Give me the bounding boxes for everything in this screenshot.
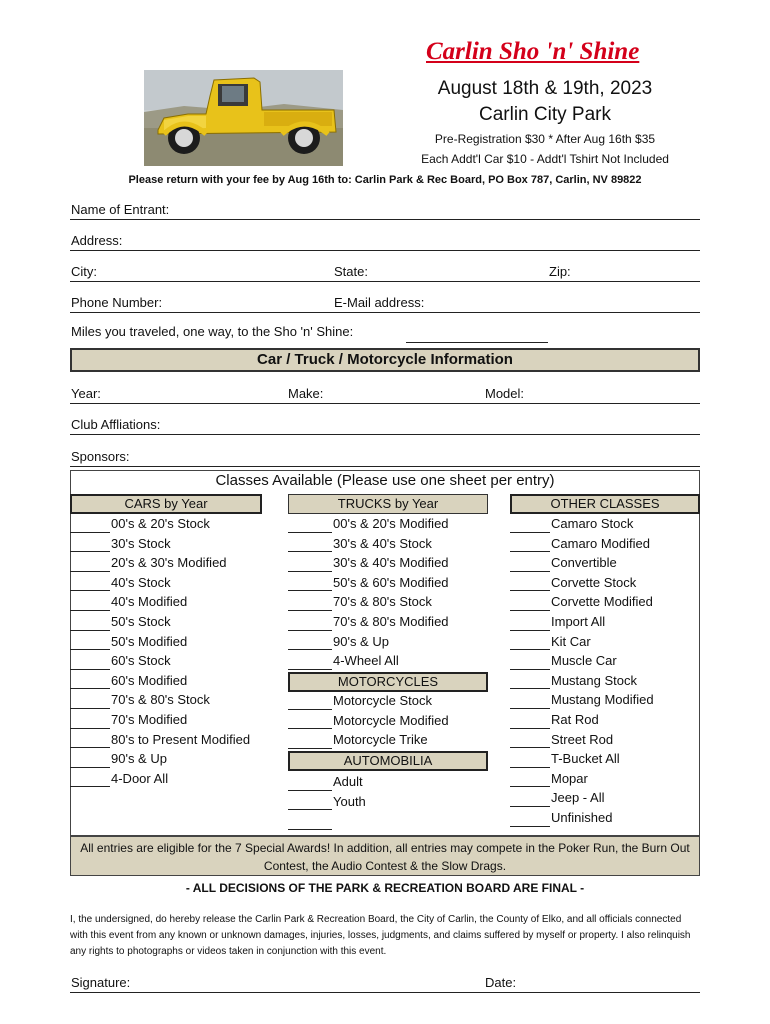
- event-dates: August 18th & 19th, 2023: [437, 78, 653, 99]
- class-option[interactable]: [510, 652, 700, 672]
- miles-field[interactable]: [406, 342, 548, 343]
- class-option[interactable]: [70, 613, 280, 633]
- class-option[interactable]: [288, 773, 498, 793]
- email-label: E-Mail address:: [334, 295, 425, 310]
- class-option[interactable]: [510, 633, 700, 653]
- class-option[interactable]: [288, 633, 498, 653]
- class-option-label: 00's & 20's Modified: [333, 516, 449, 531]
- class-option[interactable]: [510, 613, 700, 633]
- class-option[interactable]: [288, 812, 498, 832]
- class-option[interactable]: [510, 711, 700, 731]
- sponsors-field[interactable]: [70, 446, 700, 467]
- city-state-zip-row[interactable]: [70, 261, 700, 282]
- class-option-label: 60's Stock: [111, 653, 171, 669]
- class-option-label: Import All: [551, 613, 606, 629]
- class-option-label: 40's Modified: [111, 594, 188, 610]
- class-option-label: Motorcycle Trike: [333, 732, 428, 748]
- class-option-label: 70's & 80's Stock: [333, 594, 432, 610]
- class-option[interactable]: [510, 809, 700, 829]
- class-checkbox-line[interactable]: [70, 610, 110, 611]
- class-checkbox-line[interactable]: [510, 590, 550, 591]
- class-checkbox-line[interactable]: [70, 532, 110, 533]
- class-checkbox-line[interactable]: [510, 551, 550, 552]
- class-checkbox-line[interactable]: [510, 806, 550, 807]
- class-option[interactable]: [70, 515, 280, 535]
- class-option-label: Corvette Stock: [551, 574, 637, 590]
- class-option[interactable]: [510, 515, 700, 535]
- class-option-label: Camaro Stock: [551, 516, 634, 531]
- class-checkbox-line[interactable]: [70, 590, 110, 591]
- class-option-label: Unfinished: [551, 809, 613, 825]
- class-option-label: 30's Stock: [111, 535, 171, 551]
- class-option[interactable]: [70, 633, 280, 653]
- class-option-label: 70's & 80's Modified: [333, 613, 449, 629]
- signature-row[interactable]: [70, 972, 700, 993]
- class-option-label: 4-Door All: [111, 770, 169, 786]
- class-option-label: Mustang Stock: [551, 672, 637, 688]
- entrant-name-label: Name of Entrant:: [71, 202, 170, 217]
- classes-heading: Classes Available (Please use one sheet per entry): [215, 472, 555, 489]
- club-label: Club Affliations:: [71, 417, 161, 432]
- automobilia-heading: AUTOMOBILIA: [288, 751, 488, 771]
- motorcycles-list: [288, 692, 498, 751]
- return-instructions: Please return with your fee by Aug 16th to: Carlin Park & Rec Board, PO Box 787, Carlin, NV 89822: [128, 174, 642, 186]
- class-option-label: Corvette Modified: [551, 594, 653, 610]
- class-checkbox-line[interactable]: [70, 571, 110, 572]
- class-checkbox-line[interactable]: [288, 551, 332, 552]
- class-option[interactable]: [70, 593, 280, 613]
- class-checkbox-line[interactable]: [288, 590, 332, 591]
- class-option[interactable]: [70, 770, 280, 790]
- class-option[interactable]: [510, 672, 700, 692]
- class-option-label: Youth: [333, 793, 366, 809]
- class-option[interactable]: [70, 554, 280, 574]
- class-option[interactable]: [288, 712, 498, 732]
- class-option-label: Rat Rod: [551, 711, 599, 727]
- class-option[interactable]: [288, 731, 498, 751]
- class-option[interactable]: [70, 750, 280, 770]
- model-label: Model:: [485, 386, 525, 401]
- class-option-label: 50's & 60's Modified: [333, 574, 449, 590]
- class-checkbox-line[interactable]: [510, 610, 550, 611]
- class-checkbox-line[interactable]: [288, 728, 332, 729]
- truck-illustration: [144, 70, 343, 166]
- class-option-label: Motorcycle Modified: [333, 712, 449, 728]
- class-checkbox-line[interactable]: [510, 688, 550, 689]
- class-checkbox-line[interactable]: [70, 767, 110, 768]
- class-option[interactable]: [510, 770, 700, 790]
- decisions-final-note: - ALL DECISIONS OF THE PARK & RECREATION BOARD ARE FINAL -: [185, 881, 585, 895]
- truck-photo: [144, 70, 343, 166]
- class-option[interactable]: [70, 711, 280, 731]
- class-option[interactable]: [288, 535, 498, 555]
- address-field[interactable]: [70, 230, 700, 251]
- trucks-heading: TRUCKS by Year: [288, 494, 488, 514]
- entrant-name-field[interactable]: [70, 199, 700, 220]
- class-checkbox-line[interactable]: [510, 571, 550, 572]
- class-checkbox-line[interactable]: [288, 669, 332, 670]
- class-option[interactable]: [70, 535, 280, 555]
- class-option-label: Kit Car: [551, 633, 591, 649]
- class-option-label: 30's & 40's Modified: [333, 555, 449, 571]
- class-checkbox-line[interactable]: [510, 649, 550, 650]
- class-option-label: 70's Modified: [111, 711, 188, 727]
- class-checkbox-line[interactable]: [510, 669, 550, 670]
- class-option[interactable]: [288, 613, 498, 633]
- class-option[interactable]: [510, 574, 700, 594]
- city-label: City:: [71, 264, 97, 279]
- class-option-label: Mustang Modified: [551, 692, 654, 708]
- class-option[interactable]: [70, 652, 280, 672]
- class-checkbox-line[interactable]: [288, 630, 332, 631]
- class-checkbox-line[interactable]: [288, 532, 332, 533]
- special-awards-note: All entries are eligible for the 7 Special Awards! In addition, all entries may compete in the Poker Run, the Burn Out Contest, the Audio Contest & the Slow Drags.: [70, 836, 700, 876]
- class-option-label: Adult: [333, 774, 363, 789]
- class-option[interactable]: [70, 574, 280, 594]
- class-option-label: 60's Modified: [111, 672, 188, 688]
- class-checkbox-line[interactable]: [288, 829, 332, 830]
- class-checkbox-line[interactable]: [510, 786, 550, 787]
- vehicle-info-heading: Car / Truck / Motorcycle Information: [70, 348, 700, 372]
- trucks-list: [288, 515, 498, 672]
- class-option-label: Motorcycle Stock: [333, 693, 432, 708]
- class-checkbox-line[interactable]: [288, 649, 332, 650]
- preregistration-fee: Pre-Registration $30 * After Aug 16th $35: [434, 132, 656, 146]
- class-option-label: 50's Stock: [111, 613, 171, 629]
- class-option[interactable]: [510, 789, 700, 809]
- class-option-label: 4-Wheel All: [333, 653, 399, 669]
- club-field[interactable]: [70, 414, 700, 435]
- signature-label: Signature:: [71, 975, 131, 990]
- class-checkbox-line[interactable]: [288, 571, 332, 572]
- event-title: Carlin Sho 'n' Shine: [426, 38, 640, 65]
- phone-email-row[interactable]: [70, 292, 700, 313]
- class-checkbox-line[interactable]: [510, 728, 550, 729]
- automobilia-list: [288, 773, 498, 832]
- class-option-label: 70's & 80's Stock: [111, 692, 210, 708]
- additional-fees: Each Addt'l Car $10 - Addt'l Tshirt Not Included: [421, 152, 669, 166]
- class-checkbox-line[interactable]: [510, 767, 550, 768]
- other-classes-heading: OTHER CLASSES: [510, 494, 700, 514]
- class-option[interactable]: [510, 691, 700, 711]
- class-checkbox-line[interactable]: [510, 826, 550, 827]
- class-option[interactable]: [510, 535, 700, 555]
- class-option[interactable]: [288, 554, 498, 574]
- class-checkbox-line[interactable]: [288, 709, 332, 710]
- class-option[interactable]: [510, 554, 700, 574]
- year-label: Year:: [71, 386, 101, 401]
- class-option[interactable]: [288, 692, 498, 712]
- class-checkbox-line[interactable]: [70, 708, 110, 709]
- class-checkbox-line[interactable]: [70, 669, 110, 670]
- class-option-label: 20's & 30's Modified: [111, 555, 227, 571]
- class-option-label: 30's & 40's Stock: [333, 535, 432, 551]
- class-checkbox-line[interactable]: [510, 708, 550, 709]
- class-option-label: 90's & Up: [333, 633, 389, 649]
- class-option[interactable]: [510, 750, 700, 770]
- class-checkbox-line[interactable]: [288, 790, 332, 791]
- sponsors-label: Sponsors:: [71, 449, 130, 464]
- class-option-label: 50's Modified: [111, 633, 188, 649]
- release-statement: I, the undersigned, do hereby release the Carlin Park & Recreation Board, the City of Carlin, the County of Elko, and all officials connected with this event from any known or unknown damages, injuries, losses, judgments, and claims suffered by myself or property. I also relinquish any rights to photographs or videos taken in conjunction with this event.: [70, 914, 691, 957]
- class-option[interactable]: [288, 574, 498, 594]
- address-label: Address:: [71, 233, 123, 248]
- class-option-label: Muscle Car: [551, 653, 617, 669]
- other-classes-list: [510, 515, 700, 829]
- class-option-label: Convertible: [551, 555, 617, 571]
- class-option-label: 80's to Present Modified: [111, 731, 251, 747]
- motorcycles-heading: MOTORCYCLES: [288, 672, 488, 692]
- class-option[interactable]: [70, 691, 280, 711]
- class-option-label: Camaro Modified: [551, 535, 650, 551]
- class-checkbox-line[interactable]: [510, 630, 550, 631]
- class-checkbox-line[interactable]: [288, 748, 332, 749]
- class-option[interactable]: [70, 731, 280, 751]
- phone-label: Phone Number:: [71, 295, 163, 310]
- class-checkbox-line[interactable]: [70, 551, 110, 552]
- class-option-label: T-Bucket All: [551, 751, 620, 767]
- class-option[interactable]: [288, 593, 498, 613]
- class-option[interactable]: [288, 515, 498, 535]
- class-option-label: 40's Stock: [111, 574, 171, 590]
- zip-label: Zip:: [549, 264, 571, 279]
- year-make-model-row[interactable]: [70, 383, 700, 404]
- class-option-label: Street Rod: [551, 731, 614, 747]
- class-option-label: 00's & 20's Stock: [111, 516, 210, 531]
- class-checkbox-line[interactable]: [70, 688, 110, 689]
- class-option-label: 90's & Up: [111, 751, 167, 767]
- class-checkbox-line[interactable]: [288, 809, 332, 810]
- class-checkbox-line[interactable]: [70, 747, 110, 748]
- date-label: Date:: [485, 975, 517, 990]
- class-option[interactable]: [70, 672, 280, 692]
- cars-list: [70, 515, 280, 789]
- class-option-label: Jeep - All: [551, 790, 605, 806]
- class-checkbox-line[interactable]: [70, 786, 110, 787]
- class-option[interactable]: [288, 652, 498, 672]
- class-option-label: Mopar: [551, 770, 588, 786]
- state-label: State:: [334, 264, 368, 279]
- class-option[interactable]: [510, 731, 700, 751]
- class-checkbox-line[interactable]: [70, 649, 110, 650]
- cars-heading: CARS by Year: [70, 494, 262, 514]
- event-venue: Carlin City Park: [479, 104, 611, 125]
- class-option[interactable]: [288, 793, 498, 813]
- class-checkbox-line[interactable]: [70, 630, 110, 631]
- class-checkbox-line[interactable]: [510, 532, 550, 533]
- miles-label: Miles you traveled, one way, to the Sho 'n' Shine:: [71, 324, 354, 339]
- class-checkbox-line[interactable]: [70, 728, 110, 729]
- class-option[interactable]: [510, 593, 700, 613]
- class-checkbox-line[interactable]: [288, 610, 332, 611]
- class-checkbox-line[interactable]: [510, 747, 550, 748]
- make-label: Make:: [288, 386, 324, 401]
